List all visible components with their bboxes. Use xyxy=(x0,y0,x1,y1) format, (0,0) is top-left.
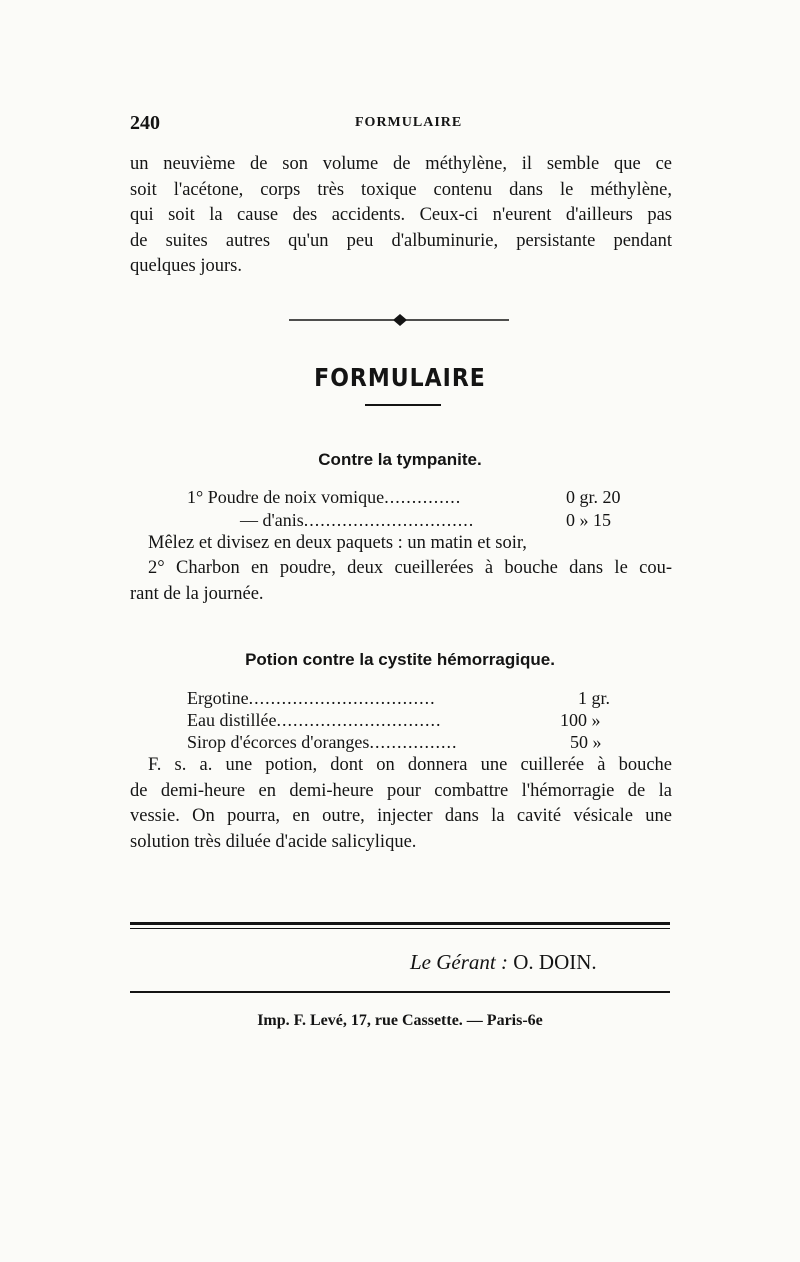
paragraph-line: quelques jours. xyxy=(130,256,243,276)
page-header xyxy=(130,112,674,142)
ingredient-quantity: 0 » 15 xyxy=(566,510,611,530)
recipe-item xyxy=(240,509,474,531)
recipe-item xyxy=(187,687,436,709)
leader-dots: ................ xyxy=(369,732,458,752)
paragraph-line: qui soit la cause des accidents. Ceux-ci n'eurent d'ailleurs pas xyxy=(130,205,672,225)
section-title: FORMULAIRE xyxy=(314,364,486,393)
recipe-item xyxy=(187,731,457,753)
recipe-heading: Potion contre la cystite hémorragique. xyxy=(245,650,555,669)
gerant-label: Le Gérant : xyxy=(410,950,508,974)
instruction-line: 2° Charbon en poudre, deux cueillerées à bouche dans le cou- xyxy=(148,558,672,578)
recipe-heading: Contre la tympanite. xyxy=(318,450,482,469)
gerant-signature xyxy=(410,950,597,975)
recipe-instructions xyxy=(130,753,672,855)
recipe-item xyxy=(187,486,461,508)
instruction-line: solution très diluée d'acide salicylique. xyxy=(130,831,417,852)
ingredient-name: — d'anis xyxy=(240,510,304,530)
ingredient-name: Sirop d'écorces d'oranges xyxy=(187,732,370,752)
recipe-instructions xyxy=(148,531,638,557)
ingredient-quantity: 1 gr. xyxy=(578,688,611,708)
leader-dots: .............................. xyxy=(276,710,442,730)
recipe-item xyxy=(187,709,441,731)
gerant-name: O. DOIN. xyxy=(513,950,597,974)
footer-rule-top-thin xyxy=(130,928,670,929)
ingredient-name: 1° Poudre de noix vomique xyxy=(187,487,385,507)
leader-dots: .................................. xyxy=(248,688,436,708)
diamond-ornament-divider xyxy=(289,312,509,328)
ingredient-quantity: 100 » xyxy=(560,710,601,730)
recipe-instructions xyxy=(130,556,672,607)
paragraph-line: soit l'acétone, corps très toxique contenu dans le méthylène, xyxy=(130,179,672,200)
intro-paragraph xyxy=(130,152,672,280)
section-title-rule xyxy=(365,404,441,406)
footer-rule-bottom xyxy=(130,991,670,993)
paragraph-line: de suites autres qu'un peu d'albuminurie, persistante pendant xyxy=(130,230,672,251)
footer-rule-top xyxy=(130,922,670,925)
leader-dots: .............. xyxy=(384,487,462,507)
printer-imprint: Imp. F. Levé, 17, rue Cassette. — Paris-6e xyxy=(257,1012,543,1029)
ingredient-name: Eau distillée xyxy=(187,710,277,730)
instruction-line: de demi-heure en demi-heure pour combattre l'hémorragie de la xyxy=(130,780,672,801)
instruction-line: vessie. On pourra, en outre, injecter dans la cavité vésicale une xyxy=(130,806,672,826)
page-number: 240 xyxy=(130,112,160,134)
ingredient-quantity: 50 » xyxy=(570,732,602,752)
instruction-line: rant de la journée. xyxy=(130,583,264,604)
leader-dots: ............................... xyxy=(303,510,475,530)
paragraph-line: un neuvième de son volume de méthylène, il semble que ce xyxy=(130,154,672,174)
instruction-line: F. s. a. une potion, dont on donnera une cuillerée à bouche xyxy=(148,755,672,775)
running-title: FORMULAIRE xyxy=(355,115,463,130)
ingredient-name: Ergotine xyxy=(187,688,249,708)
ingredient-quantity: 0 gr. 20 xyxy=(566,487,621,507)
instruction-line: Mêlez et divisez en deux paquets : un matin et soir, xyxy=(148,533,527,553)
